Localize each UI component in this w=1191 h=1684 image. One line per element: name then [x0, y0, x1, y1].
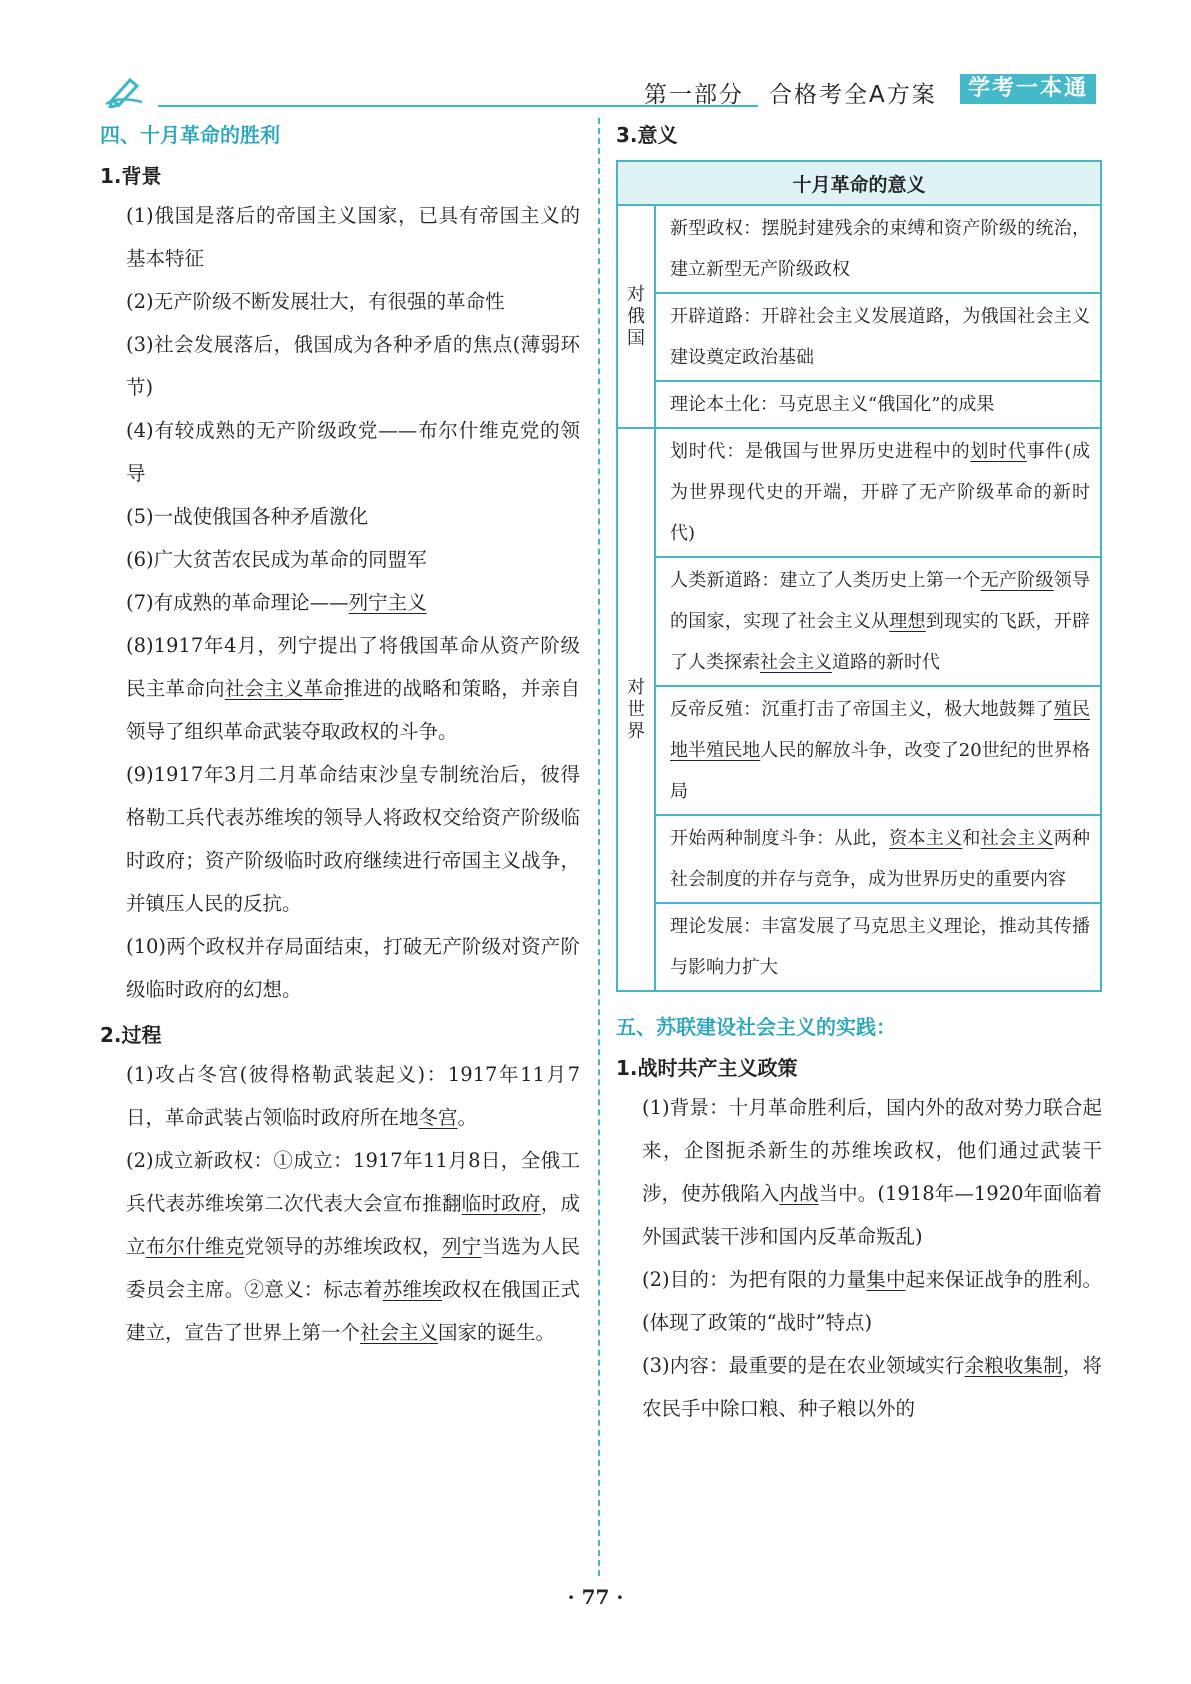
text: ，将农民手中除口粮、种子粮以外的	[642, 1354, 1102, 1420]
text: 国家的诞生。	[438, 1321, 556, 1344]
text: (1)背景：十月革命胜利后，国内外的敌对势力联合起来，企图扼杀新生的苏维埃政权，他们通过武装干涉，使苏俄陷入	[642, 1096, 1102, 1205]
background-item-8	[100, 624, 580, 753]
text: 开始两种制度斗争：从此，	[670, 828, 890, 849]
background-item-9: (9)1917年3月二月革命结束沙皇专制统治后，彼得格勒工兵代表苏维埃的领导人将政权交给资产阶级临时政府；资产阶级临时政府继续进行帝国主义战争，并镇压人民的反抗。	[126, 763, 580, 915]
text: 划时代：是俄国与世界历史进程中的	[670, 441, 971, 462]
underlined-answer: 殖民地半殖民地	[670, 699, 1091, 761]
page-number: · 77 ·	[567, 1585, 624, 1609]
war-communism-title: 1.战时共产主义政策	[616, 1056, 798, 1080]
page-header	[100, 72, 1110, 112]
text: 推进的战略和策略，并亲自领导了组织革命武装夺取政权的斗争。	[126, 677, 580, 743]
underlined-answer: 社会主义	[980, 828, 1054, 849]
table-row: 开辟道路：开辟社会主义发展道路，为俄国社会主义建设奠定政治基础	[655, 293, 1101, 381]
text: 党领导的苏维埃政权，	[244, 1235, 442, 1258]
text: 当选为人民委员会主席。②意义：标志着	[126, 1235, 580, 1301]
text: 。	[457, 1106, 478, 1129]
text: (7)有成熟的革命理论——	[126, 591, 349, 614]
header-badge: 学考一本通	[960, 74, 1096, 104]
table-header: 十月革命的意义	[617, 161, 1101, 205]
underlined-answer: 社会主义革命	[224, 677, 344, 700]
underlined-answer: 列宁主义	[348, 591, 427, 614]
text: (1)攻占冬宫(彼得格勒武装起义)：1917年11月7日，革命武装占领临时政府所在地	[126, 1063, 580, 1129]
underlined-answer: 列宁	[441, 1235, 482, 1258]
table-row: 新型政权：摆脱封建残余的束缚和资产阶级的统治，建立新型无产阶级政权	[655, 205, 1101, 293]
underlined-answer: 布尔什维克	[145, 1235, 245, 1258]
pencil-logo-icon	[104, 74, 144, 108]
left-column	[100, 118, 580, 1354]
text: 反帝反殖：沉重打击了帝国主义，极大地鼓舞了	[670, 699, 1054, 720]
background-item-1: (1)俄国是落后的帝国主义国家，已具有帝国主义的基本特征	[126, 204, 580, 270]
underlined-answer: 余粮收集制	[964, 1354, 1063, 1377]
background-title: 1.背景	[100, 164, 162, 188]
underlined-answer: 集中	[866, 1268, 906, 1291]
war-communism-item-3	[616, 1344, 1102, 1430]
side-label-world	[617, 428, 655, 991]
text: 道路的新时代	[832, 652, 940, 673]
table-row	[655, 557, 1101, 686]
table-row	[655, 686, 1101, 815]
text: ，成立	[126, 1192, 580, 1258]
text: 对世界	[627, 676, 645, 742]
underlined-answer: 社会主义	[360, 1321, 439, 1344]
underlined-answer: 社会主义	[760, 652, 832, 673]
header-title: 第一部分 合格考全A方案	[644, 82, 937, 108]
meaning-title: 3.意义	[616, 123, 678, 147]
right-column	[616, 118, 1102, 1430]
underlined-answer: 冬宫	[418, 1106, 458, 1129]
underlined-answer: 无产阶级	[980, 570, 1054, 591]
section-5-title: 五、苏联建设社会主义的实践：	[616, 1015, 896, 1039]
section-4-title: 四、十月革命的胜利	[100, 123, 280, 147]
table-row	[655, 428, 1101, 557]
text: 政权在俄国正式建立，宣告了世界上第一个	[126, 1278, 580, 1344]
background-item-6: (6)广大贫苦农民成为革命的同盟军	[126, 548, 427, 571]
background-item-2: (2)无产阶级不断发展壮大，有很强的革命性	[126, 290, 505, 313]
underlined-answer: 划时代	[970, 441, 1027, 462]
background-item-3: (3)社会发展落后，俄国成为各种矛盾的焦点(薄弱环节)	[126, 333, 580, 399]
text: 到现实的飞跃，开辟了人类探索	[670, 611, 1091, 673]
underlined-answer: 临时政府	[461, 1192, 541, 1215]
process-title: 2.过程	[100, 1023, 162, 1047]
column-divider	[598, 118, 600, 1576]
war-communism-item-2	[616, 1258, 1102, 1344]
text: 人民的解放斗争，改变了20世纪的世界格局	[670, 740, 1090, 802]
table-row: 理论本土化：马克思主义“俄国化”的成果	[655, 381, 1101, 428]
table-row: 理论发展：丰富发展了马克思主义理论，推动其传播与影响力扩大	[655, 903, 1101, 991]
process-item-2	[100, 1139, 580, 1354]
table-row	[655, 815, 1101, 903]
text: 和	[962, 828, 981, 849]
text: 起来保证战争的胜利。(体现了政策的“战时”特点)	[642, 1268, 1102, 1334]
background-item-10: (10)两个政权并存局面结束，打破无产阶级对资产阶级临时政府的幻想。	[126, 935, 580, 1001]
background-item-4: (4)有较成熟的无产阶级政党——布尔什维克党的领导	[126, 419, 580, 485]
text: (3)内容：最重要的是在农业领域实行	[642, 1354, 965, 1377]
side-label-russia	[617, 205, 655, 428]
text: 当中。(1918年—1920年面临着外国武装干涉和国内反革命叛乱)	[642, 1182, 1102, 1248]
text: 事件(成为世界现代史的开端，开辟了无产阶级革命的新时代)	[670, 441, 1091, 544]
process-item-1	[100, 1053, 580, 1139]
underlined-answer: 理想	[889, 611, 926, 632]
text: 两种社会制度的并存与竞争，成为世界历史的重要内容	[670, 828, 1091, 890]
background-item-5: (5)一战使俄国各种矛盾激化	[126, 505, 369, 528]
text: (2)目的：为把有限的力量	[642, 1268, 867, 1291]
text: 对俄国	[627, 283, 645, 349]
underlined-answer: 资本主义	[889, 828, 963, 849]
text: (2)成立新政权：①成立：1917年11月8日，全俄工兵代表苏维埃第二次代表大会宣布推翻	[126, 1149, 580, 1215]
underlined-answer: 苏维埃	[382, 1278, 442, 1301]
text: 领导的国家，实现了社会主义从	[670, 570, 1091, 632]
text: 人类新道路：建立了人类历史上第一个	[670, 570, 981, 591]
underlined-answer: 内战	[779, 1182, 819, 1205]
war-communism-item-1	[616, 1086, 1102, 1258]
text: (8)1917年4月，列宁提出了将俄国革命从资产阶级民主革命向	[126, 634, 580, 700]
meaning-table	[616, 160, 1102, 992]
background-item-7	[100, 581, 580, 624]
